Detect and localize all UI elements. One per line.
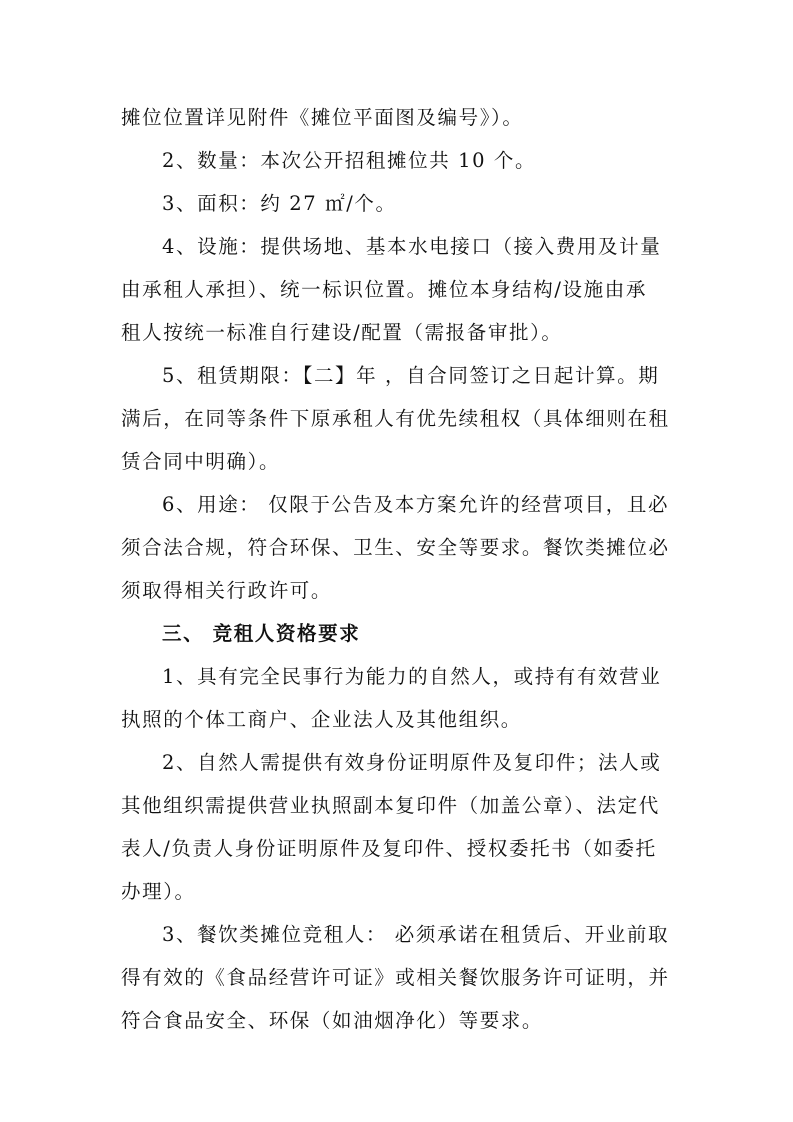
text-line-15: 执照的个体工商户、企业法人及其他组织。 xyxy=(121,708,522,731)
text-line-5: 由承租人承担）、统一标识位置。摊位本身结构/设施由承 xyxy=(121,278,647,301)
text-line-20: 3、餐饮类摊位竞租人： 必须承诺在租赁后、开业前取 xyxy=(162,923,670,946)
text-line-22: 符合食品安全、环保（如油烟净化）等要求。 xyxy=(121,1009,544,1032)
text-line-19: 办理）。 xyxy=(121,880,196,903)
text-line-12: 须取得相关行政许可。 xyxy=(121,579,333,602)
text-line-18: 表人/负责人身份证明原件及复印件、授权委托书（如委托 xyxy=(121,837,657,860)
text-line-11: 须合法合规，符合环保、卫生、安全等要求。餐饮类摊位必 xyxy=(121,536,670,559)
text-line-7: 5、租赁期限：【二】年 ，自合同签订之日起计算。期 xyxy=(162,364,660,387)
text-line-1: 摊位位置详见附件《摊位平面图及编号》）。 xyxy=(121,106,524,129)
text-line-9: 赁合同中明确）。 xyxy=(121,450,281,473)
text-line-4: 4、设施：提供场地、基本水电接口（接入费用及计量 xyxy=(162,235,662,258)
text-line-8: 满后，在同等条件下原承租人有优先续租权（具体细则在租 xyxy=(121,407,670,430)
text-line-16: 2、自然人需提供有效身份证明原件及复印件；法人或 xyxy=(162,751,662,774)
text-line-17: 其他组织需提供营业执照副本复印件（加盖公章）、法定代 xyxy=(121,794,660,817)
text-line-6: 租人按统一标准自行建设/配置（需报备审批）。 xyxy=(121,321,563,344)
text-line-14: 1、具有完全民事行为能力的自然人，或持有有效营业 xyxy=(162,665,662,688)
section-heading: 三、 竞租人资格要求 xyxy=(162,622,361,645)
text-line-10: 6、用途： 仅限于公告及本方案允许的经营项目，且必 xyxy=(162,493,670,516)
text-line-3: 3、面积：约 27 ㎡/个。 xyxy=(162,192,397,215)
text-line-2: 2、数量：本次公开招租摊位共 10 个。 xyxy=(162,149,537,172)
text-line-21: 得有效的《食品经营许可证》或相关餐饮服务许可证明，并 xyxy=(121,966,670,989)
